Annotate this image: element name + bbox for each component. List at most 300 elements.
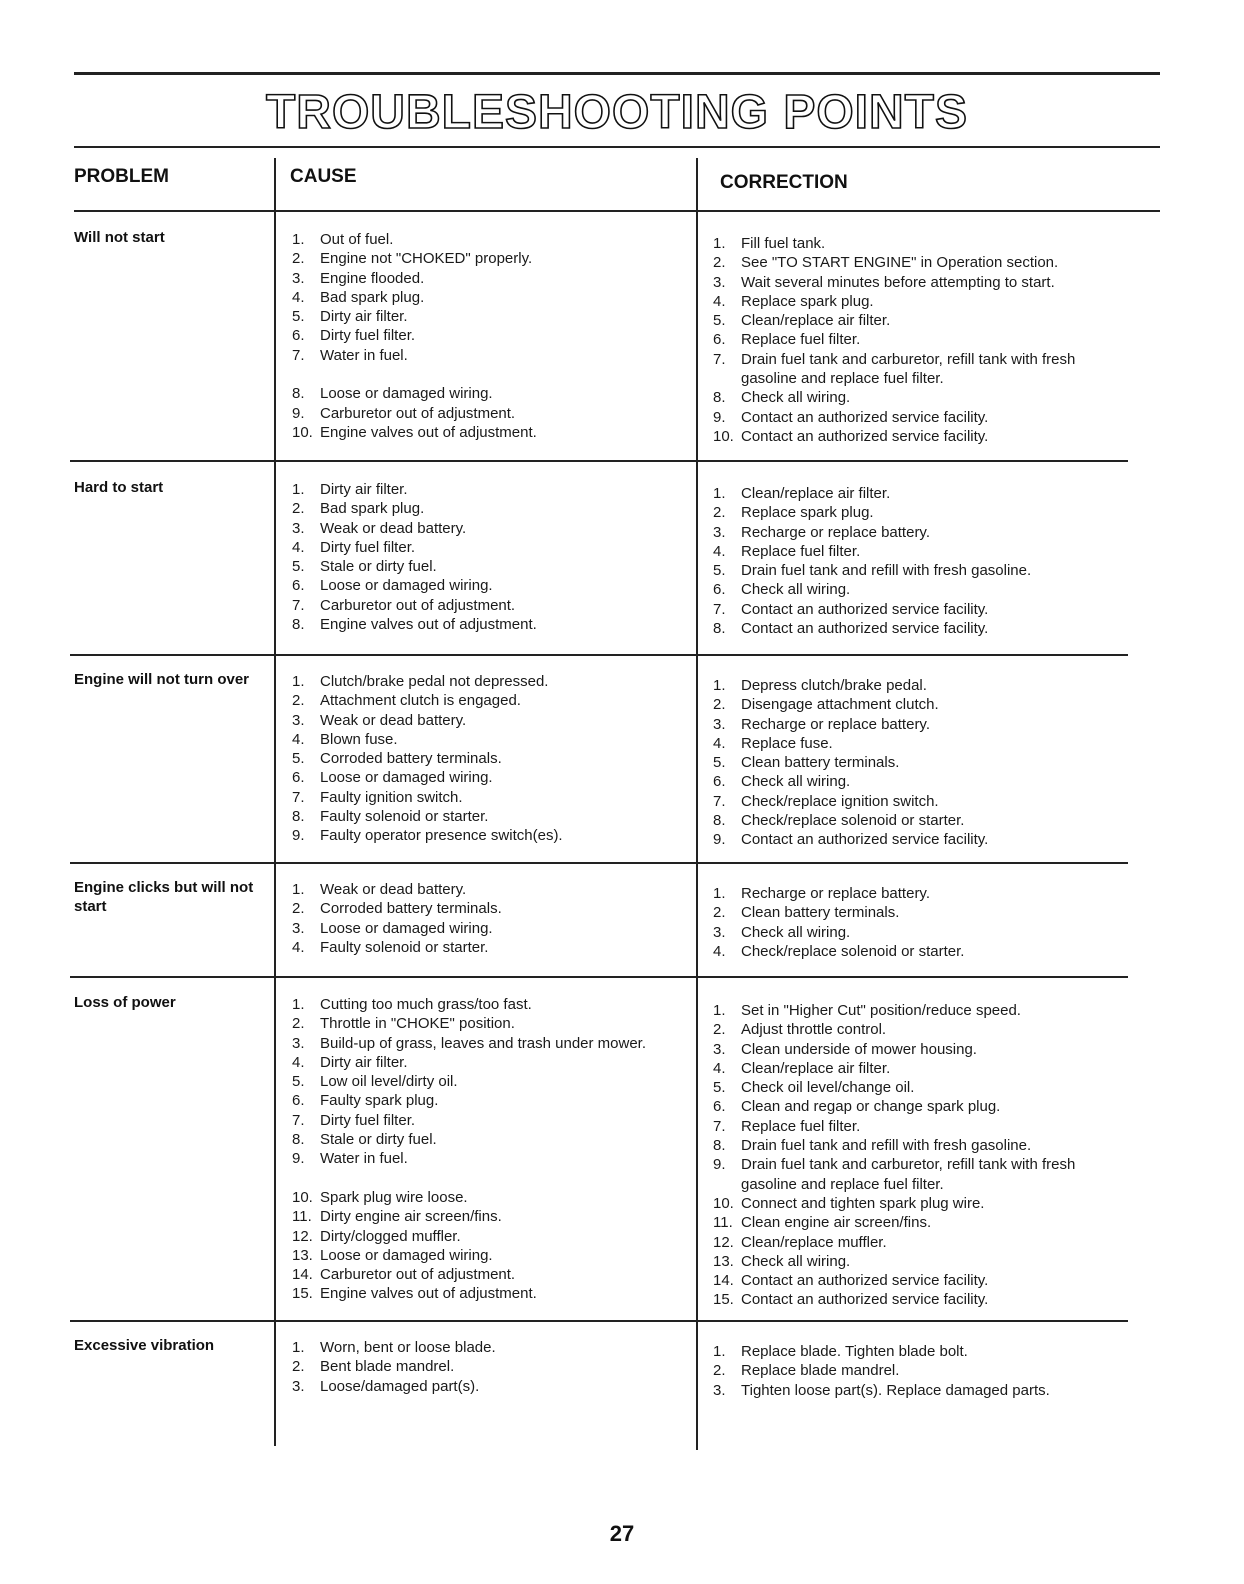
list-item <box>284 1227 684 1246</box>
item-text: Out of fuel. <box>320 231 394 248</box>
item-number: 4. <box>292 1053 305 1071</box>
list-item <box>284 576 684 595</box>
item-text: Disengage attachment clutch. <box>741 696 939 714</box>
list-item <box>705 408 1125 427</box>
problem-label: Will not start <box>74 229 165 246</box>
item-text: Water in fuel. <box>320 346 408 364</box>
item-number: 1. <box>292 673 305 690</box>
item-number: 8. <box>713 812 726 830</box>
item-number: 5. <box>292 750 305 768</box>
list-item <box>284 538 684 557</box>
list-item <box>284 1338 684 1357</box>
item-number: 3. <box>292 919 305 937</box>
list-item <box>705 600 1125 619</box>
item-number: 14. <box>713 1272 734 1290</box>
item-text: Spark plug wire loose. <box>320 1188 468 1206</box>
list-item <box>284 596 684 615</box>
list-item <box>284 1014 684 1033</box>
correction-list <box>705 1342 1125 1400</box>
section-rule <box>70 1320 1128 1322</box>
item-number: 2. <box>713 254 726 272</box>
list-item <box>705 1020 1125 1039</box>
item-text: Carburetor out of adjustment. <box>320 404 516 422</box>
item-number <box>284 365 320 384</box>
cause-list <box>284 480 684 634</box>
item-text: Stale or dirty fuel. <box>320 1131 437 1149</box>
list-item <box>705 253 1125 272</box>
item-number: 8. <box>292 385 305 403</box>
item-text: Bent blade mandrel. <box>320 1358 455 1376</box>
list-item <box>705 561 1125 580</box>
list-item <box>705 1078 1125 1097</box>
item-number: 1. <box>713 885 726 902</box>
item-number: 5. <box>713 754 726 772</box>
item-text: Engine valves out of adjustment. <box>320 423 537 441</box>
item-text: Dirty fuel filter. <box>320 538 416 556</box>
item-number: 1. <box>713 1343 726 1360</box>
item-text: Clean/replace air filter. <box>741 485 891 502</box>
item-number: 8. <box>292 1131 305 1149</box>
item-text: Recharge or replace battery. <box>741 715 930 733</box>
list-item <box>705 350 1125 389</box>
list-item <box>284 269 684 288</box>
item-text: Worn, bent or loose blade. <box>320 1339 496 1356</box>
list-item <box>284 1149 684 1168</box>
item-number: 6. <box>713 581 726 599</box>
list-item <box>284 365 684 384</box>
item-number: 15. <box>292 1285 313 1303</box>
item-text <box>320 1169 684 1188</box>
item-text: Check all wiring. <box>741 581 851 599</box>
list-item <box>284 995 684 1014</box>
item-text: Replace blade mandrel. <box>741 1362 900 1380</box>
item-text: Loose or damaged wiring. <box>320 919 493 937</box>
item-text: Clutch/brake pedal not depressed. <box>320 673 549 690</box>
item-text: Dirty engine air screen/fins. <box>320 1208 502 1226</box>
list-item <box>705 1213 1125 1232</box>
list-item <box>705 676 1125 695</box>
list-item <box>705 715 1125 734</box>
item-text: Recharge or replace battery. <box>741 885 930 902</box>
list-item <box>284 1357 684 1376</box>
item-text: Contact an authorized service facility. <box>741 1272 989 1290</box>
item-number: 4. <box>292 538 305 556</box>
item-number: 9. <box>713 408 726 426</box>
item-number: 10. <box>713 1194 734 1212</box>
item-text: Clean/replace air filter. <box>741 1059 891 1077</box>
item-number: 3. <box>292 1377 305 1395</box>
item-number: 2. <box>292 500 305 518</box>
problem-header: PROBLEM <box>74 166 169 187</box>
item-number: 3. <box>292 711 305 729</box>
problem-label: Engine clicks but will not start <box>74 879 254 915</box>
item-number: 13. <box>292 1246 313 1264</box>
top-rule <box>74 72 1160 75</box>
item-text: Faulty spark plug. <box>320 1092 439 1110</box>
list-item <box>705 1233 1125 1252</box>
list-item <box>284 749 684 768</box>
page-title: TROUBLESHOOTING POINTS <box>265 86 968 139</box>
list-item <box>705 330 1125 349</box>
item-text: Dirty fuel filter. <box>320 327 416 345</box>
item-number: 1. <box>292 881 305 898</box>
item-number: 7. <box>713 792 726 810</box>
item-text: Check/replace ignition switch. <box>741 792 939 810</box>
list-item <box>284 1053 684 1072</box>
item-text: Water in fuel. <box>320 1150 408 1168</box>
list-item <box>284 807 684 826</box>
item-text: Bad spark plug. <box>320 500 425 518</box>
item-text: Contact an authorized service facility. <box>741 831 989 849</box>
section-rule <box>70 976 1128 978</box>
item-number: 7. <box>292 346 305 364</box>
item-text: Replace fuel filter. <box>741 542 861 560</box>
item-number: 9. <box>713 831 726 849</box>
list-item <box>284 1246 684 1265</box>
item-text: Check/replace solenoid or starter. <box>741 812 965 830</box>
list-item <box>705 792 1125 811</box>
item-text: Fill fuel tank. <box>741 235 826 252</box>
item-number <box>284 1169 320 1188</box>
item-text: Clean battery terminals. <box>741 754 900 772</box>
list-item <box>284 480 684 499</box>
item-number: 5. <box>292 1073 305 1091</box>
list-item <box>705 292 1125 311</box>
item-text: Drain fuel tank and carburetor, refill tank with fresh gasoline and replace fuel filter. <box>741 1156 1076 1193</box>
list-item <box>284 1130 684 1149</box>
item-number: 8. <box>713 1137 726 1155</box>
list-item <box>705 619 1125 638</box>
list-item <box>705 1271 1125 1290</box>
item-number: 12. <box>713 1233 734 1251</box>
cause-list <box>284 880 684 957</box>
item-number: 9. <box>292 827 305 845</box>
item-text: Check all wiring. <box>741 923 851 941</box>
item-text: Clean/replace muffler. <box>741 1233 887 1251</box>
item-text: Dirty air filter. <box>320 308 408 326</box>
item-number: 5. <box>713 312 726 330</box>
item-text: Stale or dirty fuel. <box>320 558 437 576</box>
item-text: Recharge or replace battery. <box>741 523 930 541</box>
list-item <box>284 672 684 691</box>
item-text: Loose or damaged wiring. <box>320 577 493 595</box>
item-text: Weak or dead battery. <box>320 519 467 537</box>
list-item <box>284 519 684 538</box>
item-text: Engine not "CHOKED" properly. <box>320 250 533 268</box>
item-text: Attachment clutch is engaged. <box>320 692 521 710</box>
list-item <box>705 1194 1125 1213</box>
item-number: 10. <box>292 423 313 441</box>
item-number: 9. <box>292 404 305 422</box>
item-text: Replace spark plug. <box>741 292 874 310</box>
list-item <box>284 826 684 845</box>
item-number: 3. <box>292 519 305 537</box>
item-number: 10. <box>713 427 734 445</box>
item-text: Clean and regap or change spark plug. <box>741 1098 1001 1116</box>
item-text: Check all wiring. <box>741 1252 851 1270</box>
item-text: Clean/replace air filter. <box>741 312 891 330</box>
list-item <box>705 1040 1125 1059</box>
problem-label: Hard to start <box>74 479 164 496</box>
list-item <box>705 1252 1125 1271</box>
list-item <box>705 234 1125 253</box>
list-item <box>705 903 1125 922</box>
item-number: 3. <box>713 523 726 541</box>
list-item <box>705 1361 1125 1380</box>
item-text: Replace fuel filter. <box>741 1117 861 1135</box>
section-rule <box>70 460 1128 462</box>
item-number: 6. <box>292 577 305 595</box>
list-item <box>284 288 684 307</box>
list-item <box>284 326 684 345</box>
item-number: 4. <box>292 938 305 956</box>
correction-list <box>705 234 1125 446</box>
list-item <box>705 1001 1125 1020</box>
item-number: 13. <box>713 1252 734 1270</box>
item-text: Faulty ignition switch. <box>320 788 463 806</box>
list-item <box>284 919 684 938</box>
list-item <box>284 730 684 749</box>
item-text: Contact an authorized service facility. <box>741 600 989 618</box>
item-text: Dirty fuel filter. <box>320 1111 416 1129</box>
item-number: 5. <box>713 562 726 580</box>
list-item <box>705 811 1125 830</box>
item-number: 3. <box>713 1040 726 1058</box>
list-item <box>284 880 684 899</box>
list-item <box>284 1091 684 1110</box>
item-text: Check all wiring. <box>741 389 851 407</box>
item-number: 2. <box>713 1021 726 1039</box>
list-item <box>705 273 1125 292</box>
item-text: Cutting too much grass/too fast. <box>320 996 532 1013</box>
list-item <box>284 423 684 442</box>
item-number: 3. <box>713 1381 726 1399</box>
list-item <box>705 1059 1125 1078</box>
list-item <box>284 1377 684 1396</box>
item-number: 4. <box>713 542 726 560</box>
item-text <box>320 365 684 384</box>
item-text: Blown fuse. <box>320 730 398 748</box>
item-text: Check all wiring. <box>741 773 851 791</box>
problem-label: Engine will not turn over <box>74 671 250 688</box>
item-number: 7. <box>713 600 726 618</box>
list-item <box>705 388 1125 407</box>
item-number: 5. <box>292 308 305 326</box>
item-number: 7. <box>713 350 726 368</box>
item-number: 10. <box>292 1188 313 1206</box>
cause-column-divider <box>274 158 276 1446</box>
list-item <box>705 1342 1125 1361</box>
problem-label: Excessive vibration <box>74 1337 215 1354</box>
item-text: Loose/damaged part(s). <box>320 1377 480 1395</box>
list-item <box>284 1265 684 1284</box>
item-number: 4. <box>713 292 726 310</box>
page-number: 27 <box>609 1521 635 1546</box>
item-text: See "TO START ENGINE" in Operation section. <box>741 254 1059 272</box>
item-number: 2. <box>292 900 305 918</box>
item-text: Drain fuel tank and refill with fresh gasoline. <box>741 1137 1032 1155</box>
list-item <box>705 503 1125 522</box>
item-number: 2. <box>713 904 726 922</box>
list-item <box>284 938 684 957</box>
item-number: 3. <box>713 715 726 733</box>
list-item <box>284 1072 684 1091</box>
item-number: 6. <box>292 769 305 787</box>
item-number: 7. <box>292 788 305 806</box>
list-item <box>284 557 684 576</box>
correction-list <box>705 1001 1125 1310</box>
item-number: 1. <box>292 1339 305 1356</box>
list-item <box>284 307 684 326</box>
item-text: Faulty operator presence switch(es). <box>320 827 563 845</box>
item-text: Weak or dead battery. <box>320 711 467 729</box>
list-item <box>705 1097 1125 1116</box>
list-item <box>284 1188 684 1207</box>
list-item <box>284 404 684 423</box>
item-number: 9. <box>713 1156 726 1174</box>
header-rule <box>74 210 1160 212</box>
list-item <box>284 1169 684 1188</box>
item-number: 8. <box>292 808 305 826</box>
item-text: Loose or damaged wiring. <box>320 385 493 403</box>
list-item <box>705 580 1125 599</box>
item-number: 8. <box>292 616 305 634</box>
item-text: Low oil level/dirty oil. <box>320 1073 458 1091</box>
list-item <box>284 1034 684 1053</box>
list-item <box>705 427 1125 446</box>
list-item <box>705 772 1125 791</box>
list-item <box>705 1381 1125 1400</box>
item-number: 4. <box>713 734 726 752</box>
item-number: 8. <box>713 620 726 638</box>
item-number: 2. <box>292 1358 305 1376</box>
item-text: Engine valves out of adjustment. <box>320 616 537 634</box>
item-number: 3. <box>292 1034 305 1052</box>
item-text: Contact an authorized service facility. <box>741 620 989 638</box>
item-number: 3. <box>713 923 726 941</box>
item-number: 1. <box>292 996 305 1013</box>
item-text: Engine valves out of adjustment. <box>320 1285 537 1303</box>
item-number: 12. <box>292 1227 313 1245</box>
item-number: 7. <box>713 1117 726 1135</box>
item-number: 7. <box>292 1111 305 1129</box>
list-item <box>284 249 684 268</box>
section-rule <box>70 654 1128 656</box>
item-text: Replace blade. Tighten blade bolt. <box>741 1343 968 1360</box>
item-number: 11. <box>713 1214 733 1232</box>
item-text: Depress clutch/brake pedal. <box>741 677 927 694</box>
item-number: 1. <box>713 1002 726 1019</box>
item-number: 1. <box>713 235 726 252</box>
item-text: Drain fuel tank and carburetor, refill tank with fresh gasoline and replace fuel filter. <box>741 350 1076 388</box>
list-item <box>705 942 1125 961</box>
item-text: Throttle in "CHOKE" position. <box>320 1015 515 1033</box>
item-text: Drain fuel tank and refill with fresh gasoline. <box>741 562 1032 580</box>
item-number: 1. <box>713 677 726 694</box>
item-text: Contact an authorized service facility. <box>741 408 989 426</box>
list-item <box>284 230 684 249</box>
item-text: Dirty air filter. <box>320 481 408 498</box>
item-text: Faulty solenoid or starter. <box>320 938 489 956</box>
list-item <box>284 1207 684 1226</box>
item-text: Engine flooded. <box>320 269 425 287</box>
item-number: 2. <box>713 504 726 522</box>
correction-column-divider <box>696 158 698 1450</box>
list-item <box>705 542 1125 561</box>
item-number: 9. <box>292 1150 305 1168</box>
item-text: Dirty air filter. <box>320 1053 408 1071</box>
item-text: Carburetor out of adjustment. <box>320 1266 516 1284</box>
item-text: Bad spark plug. <box>320 288 425 306</box>
item-number: 2. <box>292 692 305 710</box>
item-number: 1. <box>713 485 726 502</box>
list-item <box>284 1284 684 1303</box>
list-item <box>705 753 1125 772</box>
item-text: Contact an authorized service facility. <box>741 1291 989 1309</box>
item-number: 2. <box>713 696 726 714</box>
item-number: 4. <box>713 942 726 960</box>
list-item <box>705 830 1125 849</box>
list-item <box>284 1111 684 1130</box>
list-item <box>705 734 1125 753</box>
correction-header: CORRECTION <box>720 172 848 193</box>
list-item <box>284 346 684 365</box>
cause-list <box>284 995 684 1304</box>
cause-list <box>284 1338 684 1396</box>
item-text: Replace spark plug. <box>741 504 874 522</box>
item-text: Wait several minutes before attempting to start. <box>741 273 1055 291</box>
item-number: 5. <box>292 558 305 576</box>
section-rule <box>70 862 1128 864</box>
item-number: 4. <box>713 1059 726 1077</box>
item-number: 1. <box>292 481 305 498</box>
item-number: 6. <box>713 331 726 349</box>
item-number: 4. <box>292 288 305 306</box>
item-number: 14. <box>292 1266 313 1284</box>
list-item <box>284 615 684 634</box>
list-item <box>705 923 1125 942</box>
list-item <box>284 384 684 403</box>
list-item <box>284 691 684 710</box>
list-item <box>705 484 1125 503</box>
list-item <box>284 788 684 807</box>
item-text: Corroded battery terminals. <box>320 900 502 918</box>
item-number: 11. <box>292 1208 312 1226</box>
item-text: Check/replace solenoid or starter. <box>741 942 965 960</box>
list-item <box>284 899 684 918</box>
item-text: Check oil level/change oil. <box>741 1079 915 1097</box>
item-number: 3. <box>292 269 305 287</box>
item-number: 6. <box>713 1098 726 1116</box>
item-number: 7. <box>292 596 305 614</box>
item-number: 1. <box>292 231 305 248</box>
title-rule <box>74 146 1160 148</box>
list-item <box>705 1155 1125 1194</box>
cause-list <box>284 672 684 846</box>
item-number: 2. <box>713 1362 726 1380</box>
list-item <box>284 768 684 787</box>
correction-list <box>705 484 1125 638</box>
item-text: Dirty/clogged muffler. <box>320 1227 461 1245</box>
item-text: Weak or dead battery. <box>320 881 467 898</box>
item-number: 6. <box>713 773 726 791</box>
item-number: 4. <box>292 730 305 748</box>
list-item <box>705 695 1125 714</box>
item-text: Clean battery terminals. <box>741 904 900 922</box>
item-text: Faulty solenoid or starter. <box>320 808 489 826</box>
list-item <box>705 884 1125 903</box>
list-item <box>705 1117 1125 1136</box>
